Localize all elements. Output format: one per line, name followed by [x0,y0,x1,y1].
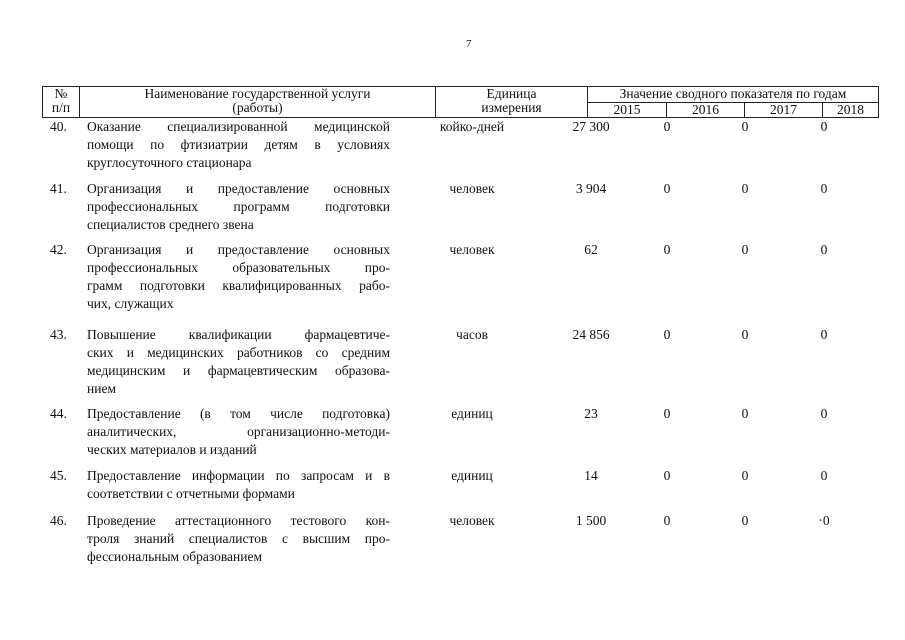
value-2017: 0 [741,468,749,483]
unit-cell: человек [449,181,495,196]
value-2018: 0 [820,181,828,196]
value-2018: 0 [820,406,828,421]
row-number: 45. [50,468,67,483]
unit-cell: единиц [451,468,493,483]
value-2015: 23 [584,406,598,421]
value-2016: 0 [663,242,671,257]
value-2017: 0 [741,406,749,421]
value-2015: 3 904 [575,181,607,196]
header-unit [436,87,588,118]
row-number: 46. [50,513,67,528]
service-name-line: соответствии с отчетными формами [87,486,295,501]
service-name-line: Оказание специализированной медицинской [87,119,390,134]
value-2018: 0 [820,468,828,483]
header-unit-line1: Единица [486,86,537,101]
service-name [87,241,390,313]
service-name-line: нием [87,381,116,396]
row-number: 40. [50,119,67,134]
value-2016: 0 [663,513,671,528]
value-2015: 14 [584,468,598,483]
value-2015: 24 856 [572,327,610,342]
service-name-line: профессиональных программ подготовки [87,199,390,214]
unit-cell: единиц [451,406,493,421]
value-2015: 27 300 [572,119,610,134]
service-name [87,405,390,459]
service-name-line: Организация и предоставление основных [87,242,390,257]
unit-cell: койко-дней [439,119,505,134]
value-2016: 0 [663,327,671,342]
service-name-line: специалистов среднего звена [87,217,254,232]
header-service-name [80,87,436,118]
value-2017: 0 [741,242,749,257]
service-name-line: ческих материалов и изданий [87,442,257,457]
header-year-2018: 2018 [823,103,879,118]
header-year-2016: 2016 [667,103,745,118]
value-2018: 0 [820,327,828,342]
header-unit-line2: измерения [481,100,542,115]
value-2016: 0 [663,119,671,134]
header-number-line1: № [54,86,68,101]
row-number: 44. [50,406,67,421]
value-2016: 0 [663,468,671,483]
table-header [42,86,879,118]
service-name-line: Предоставление информации по запросам и в [87,468,390,483]
row-number: 42. [50,242,67,257]
header-year-2017: 2017 [745,103,823,118]
service-name-line: медицинским и фармацевтическим образова- [87,363,390,378]
service-name [87,180,390,234]
service-name-line: профессиональных образовательных про- [87,260,390,275]
row-number: 43. [50,327,67,342]
value-2018: 0 [820,119,828,134]
unit-cell: часов [456,327,488,342]
value-2016: 0 [663,181,671,196]
unit-cell: человек [449,242,495,257]
value-2016: 0 [663,406,671,421]
value-2017: 0 [741,181,749,196]
row-number: 41. [50,181,67,196]
service-name-line: грамм подготовки квалифицированных рабо- [87,278,390,293]
service-name-line: Предоставление (в том числе подготовка) [87,406,390,421]
value-2017: 0 [741,119,749,134]
service-name-line: Проведение аттестационного тестового кон- [87,513,390,528]
service-name-line: круглосуточного стационара [87,155,252,170]
value-2017: 0 [741,327,749,342]
header-number-line2: п/п [51,100,71,115]
service-name-line: фессиональным образованием [87,549,263,564]
service-name [87,118,390,172]
service-name-line: Повышение квалификации фармацевтиче- [87,327,390,342]
unit-cell: человек [449,513,495,528]
header-year-2015: 2015 [588,103,667,118]
page-number: 7 [466,38,472,50]
service-name-line: Организация и предоставление основных [87,181,390,196]
header-name-line1: Наименование государственной услуги [144,86,371,101]
value-2017: 0 [741,513,749,528]
service-name-line: аналитических, организационно-методи- [87,424,390,439]
service-name-line: помощи по фтизиатрии детям в условиях [87,137,390,152]
service-name-line: ских и медицинских работников со средним [87,345,390,360]
value-2015: 62 [584,242,598,257]
service-name-line: троля знаний специалистов с высшим про- [87,531,390,546]
value-2018: 0 [820,242,828,257]
value-2015: 1 500 [575,513,607,528]
service-name-line: чих, служащих [87,296,174,311]
service-name [87,467,390,503]
header-number [43,87,80,118]
service-name [87,512,390,566]
service-name [87,326,390,398]
header-name-line2: (работы) [232,100,283,115]
value-2018: ·0 [818,513,830,528]
header-value-title: Значение сводного показателя по годам [588,87,879,103]
